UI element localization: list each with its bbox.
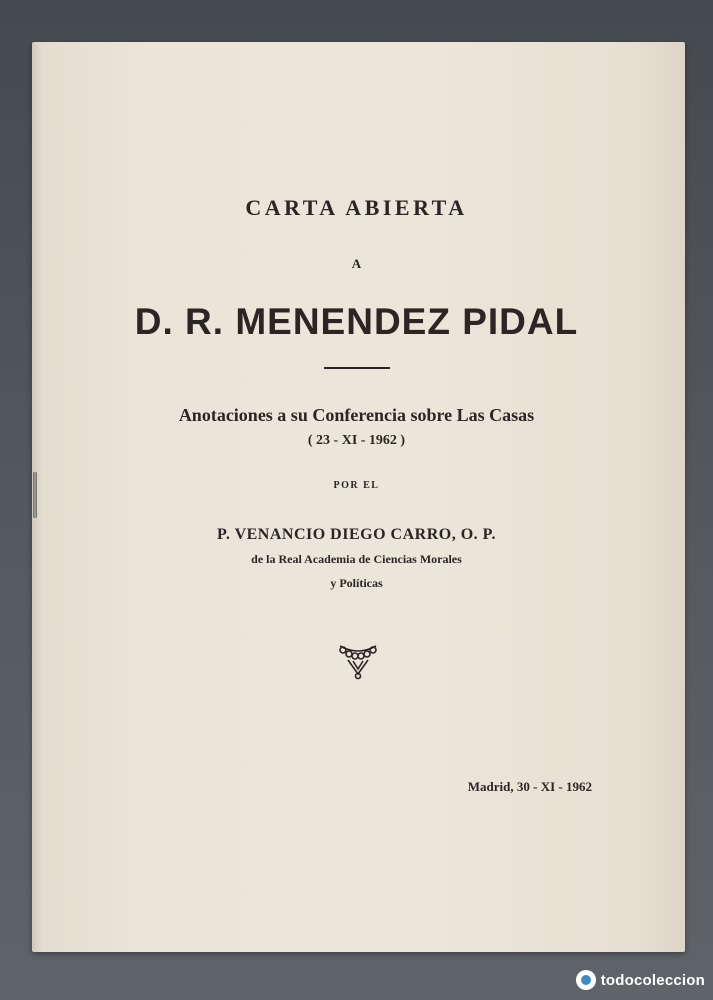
cover-title-line2: A (351, 256, 362, 271)
title-divider (324, 367, 390, 369)
cover-affiliation-line1: de la Real Academia de Ciencias Morales (251, 552, 462, 566)
watermark (576, 968, 705, 992)
todocoleccion-logo-icon (576, 970, 596, 990)
printer-emblem-icon (334, 640, 382, 680)
cover-affiliation-line2: y Políticas (330, 576, 383, 590)
cover-subtitle: Anotaciones a su Conferencia sobre Las Casas (178, 405, 535, 425)
cover-by-label: POR EL (333, 480, 380, 491)
cover-title-line1: CARTA ABIERTA (245, 195, 468, 220)
place-date: Madrid, 30 - XI - 1962 (467, 779, 592, 794)
staple (33, 472, 37, 518)
cover-title-name: D. R. MENENDEZ PIDAL (134, 301, 579, 342)
watermark-text: todocoleccion (600, 971, 705, 989)
booklet-cover (32, 42, 685, 952)
cover-subtitle-date: ( 23 - XI - 1962 ) (307, 433, 406, 448)
cover-author: P. VENANCIO DIEGO CARRO, O. P. (217, 526, 496, 543)
